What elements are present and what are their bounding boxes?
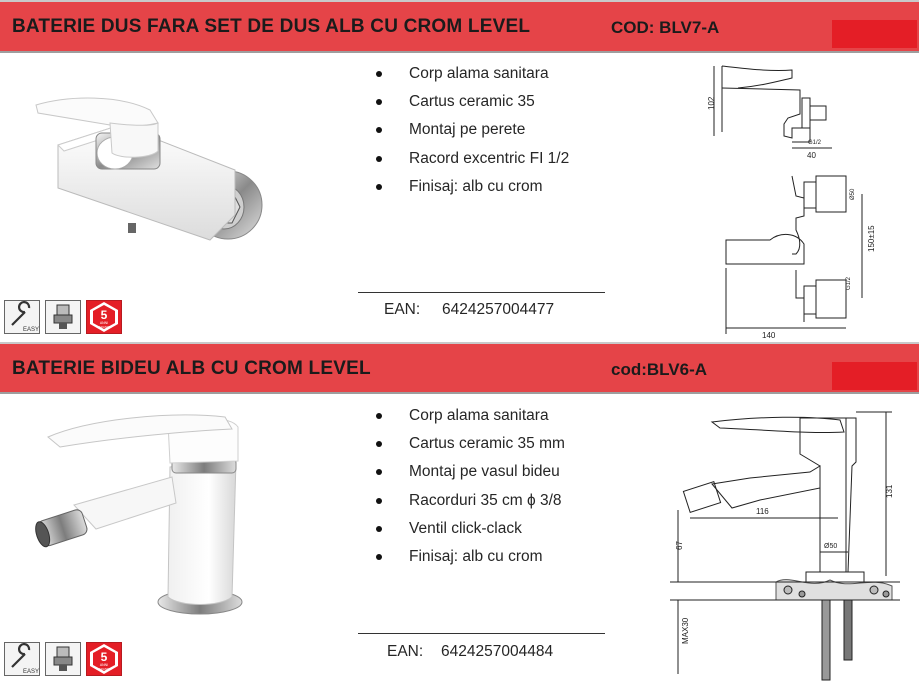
feature-item: Montaj pe perete — [372, 119, 569, 147]
feature-list — [372, 63, 569, 204]
svg-text:G1/2: G1/2 — [808, 140, 822, 146]
feature-item: Corp alama sanitara — [372, 405, 565, 433]
feature-list — [372, 405, 565, 574]
feature-item: Finisaj: alb cu crom — [372, 546, 565, 574]
svg-text:Ø50: Ø50 — [850, 188, 856, 200]
svg-text:5: 5 — [100, 308, 108, 322]
cartridge-icon — [45, 300, 81, 334]
technical-drawing-shower-mixer — [700, 58, 900, 342]
shower-mixer-image — [0, 55, 300, 305]
ean-divider — [358, 292, 605, 293]
svg-text:G1/2: G1/2 — [846, 276, 852, 290]
ean-row — [384, 301, 555, 319]
ean-row — [387, 643, 554, 661]
technical-drawing-bidet-mixer — [660, 404, 916, 687]
product-banner — [0, 342, 919, 394]
svg-text:102: 102 — [707, 96, 716, 110]
easy-install-icon — [4, 300, 40, 334]
product-banner — [0, 0, 919, 53]
product-code: COD: BLV7-A — [611, 18, 720, 37]
ean-divider — [358, 633, 605, 634]
svg-text:EASY: EASY — [23, 669, 39, 675]
ean-value: 6424257004477 — [442, 301, 555, 318]
warranty-5-years-icon — [86, 642, 122, 676]
svg-text:140: 140 — [762, 331, 776, 340]
svg-text:EASY: EASY — [23, 327, 39, 333]
svg-text:131: 131 — [885, 484, 894, 498]
svg-text:116: 116 — [756, 507, 769, 516]
ean-value: 6424257004484 — [441, 643, 554, 660]
ean-label: EAN: — [387, 643, 424, 660]
product-title: BATERIE BIDEU ALB CU CROM LEVEL — [12, 358, 371, 379]
product-code: cod:BLV6-A — [611, 360, 708, 379]
accent-box — [832, 362, 917, 390]
feature-item: Racorduri 35 cm ϕ 3/8 — [372, 490, 565, 518]
feature-item: Cartus ceramic 35 mm — [372, 433, 565, 461]
feature-item: Racord excentric FI 1/2 — [372, 148, 569, 176]
badge-row — [4, 642, 122, 676]
svg-text:150±15: 150±15 — [867, 225, 876, 252]
feature-item: Ventil click-clack — [372, 518, 565, 546]
product-section-bidet-mixer — [0, 342, 919, 687]
product-section-shower-mixer — [0, 0, 919, 342]
bidet-mixer-image — [0, 397, 300, 647]
accent-box — [832, 20, 917, 48]
svg-text:Ø50: Ø50 — [824, 543, 838, 550]
svg-text:MAX30: MAX30 — [681, 617, 690, 644]
warranty-5-years-icon — [86, 300, 122, 334]
svg-text:GARANTIE: GARANTIE — [96, 667, 112, 671]
feature-item: Finisaj: alb cu crom — [372, 176, 569, 204]
svg-text:5: 5 — [100, 650, 108, 664]
cartridge-icon — [45, 642, 81, 676]
svg-text:ANNI: ANNI — [99, 321, 109, 325]
easy-install-icon — [4, 642, 40, 676]
feature-item: Cartus ceramic 35 — [372, 91, 569, 119]
svg-text:ANNI: ANNI — [99, 663, 109, 667]
svg-text:GARANTIE: GARANTIE — [96, 325, 112, 329]
ean-label: EAN: — [384, 301, 421, 318]
badge-row — [4, 300, 122, 334]
feature-item: Corp alama sanitara — [372, 63, 569, 91]
svg-text:67: 67 — [675, 541, 684, 550]
feature-item: Montaj pe vasul bideu — [372, 461, 565, 489]
product-title: BATERIE DUS FARA SET DE DUS ALB CU CROM LEVEL — [12, 16, 531, 37]
svg-text:40: 40 — [807, 151, 816, 160]
